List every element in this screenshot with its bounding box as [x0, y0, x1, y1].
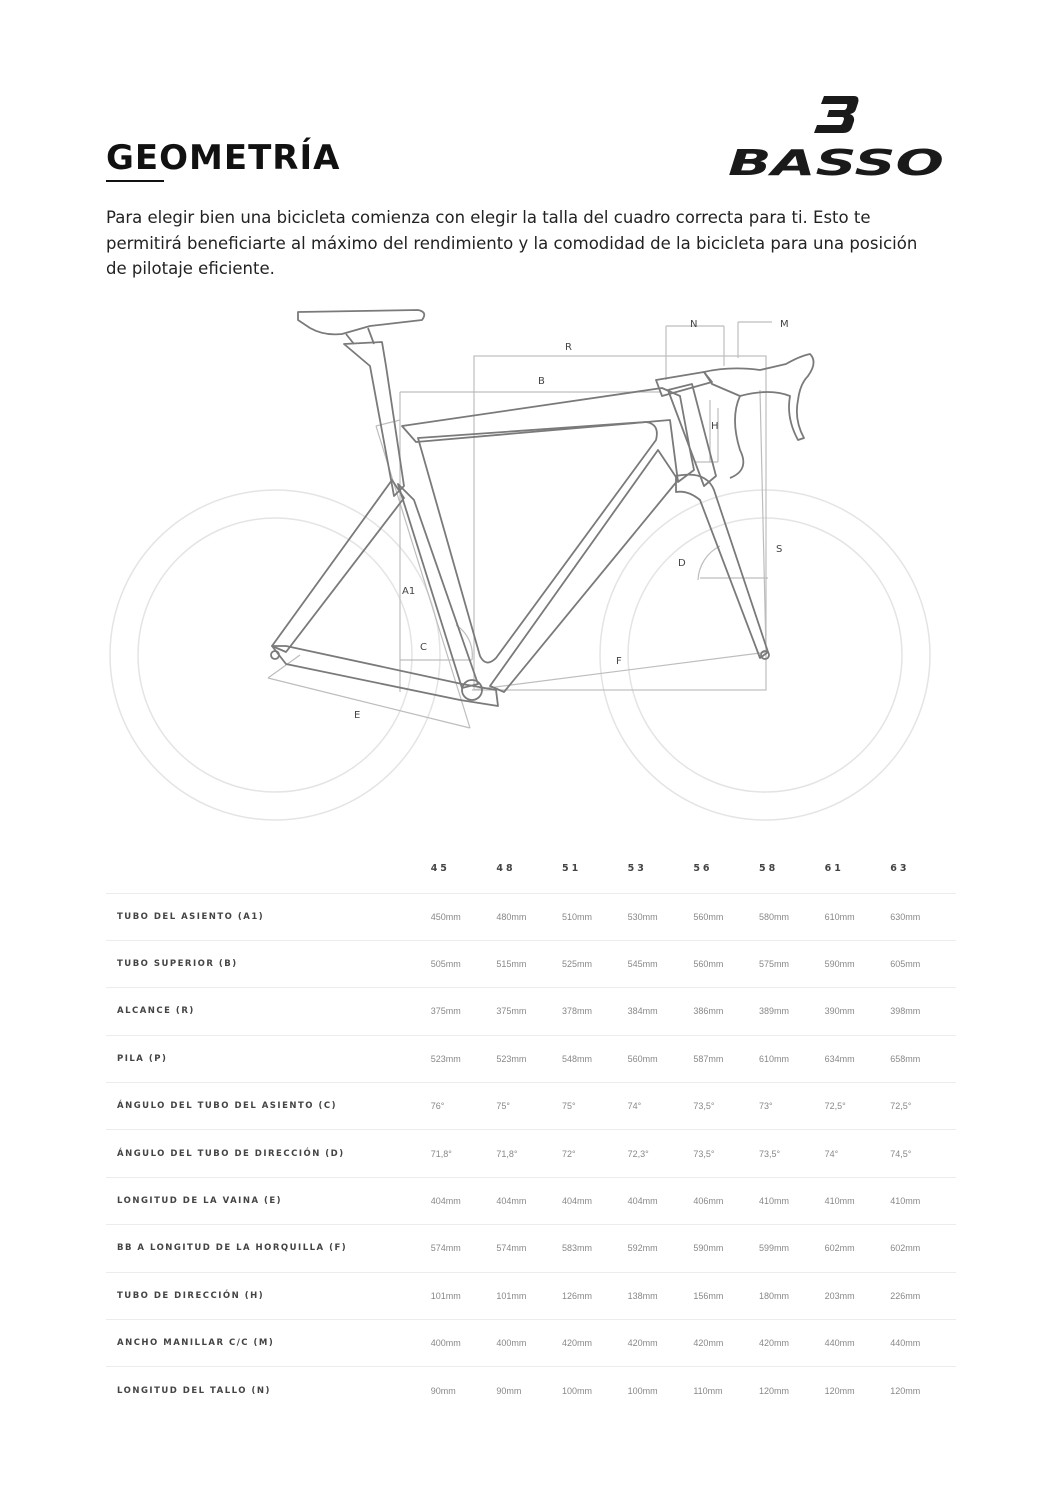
table-cell: 450mm: [431, 893, 497, 940]
table-cell: 386mm: [693, 988, 759, 1035]
table-cell: 226mm: [890, 1272, 956, 1319]
table-cell: 420mm: [759, 1320, 825, 1367]
table-cell: 100mm: [562, 1385, 593, 1396]
row-label: TUBO SUPERIOR (B): [106, 940, 431, 987]
table-cell: 605mm: [890, 940, 956, 987]
table-cell: 525mm: [562, 940, 628, 987]
table-cell: 74,5°: [890, 1130, 956, 1177]
row-label: BB A LONGITUD DE LA HORQUILLA (F): [106, 1225, 431, 1272]
label-d: D: [678, 558, 686, 569]
table-row: [106, 1177, 956, 1224]
table-cell: 404mm: [628, 1177, 694, 1224]
table-cell: 560mm: [693, 893, 759, 940]
table-cell: 101mm: [496, 1272, 562, 1319]
table-header-row: [106, 845, 956, 893]
label-s: S: [776, 544, 783, 555]
size-header: 56: [693, 845, 759, 893]
table-cell: 523mm: [496, 1035, 562, 1082]
table-cell: 574mm: [431, 1225, 497, 1272]
table-cell: 72,3°: [628, 1130, 694, 1177]
table-cell: 400mm: [496, 1320, 562, 1367]
table-cell: 75°: [562, 1083, 628, 1130]
table-cell: 599mm: [759, 1225, 825, 1272]
page-title: GEOMETRÍA: [106, 138, 341, 178]
label-m: M: [780, 319, 789, 330]
table-cell: 72°: [562, 1130, 628, 1177]
table-cell: 71,8°: [431, 1130, 497, 1177]
table-cell: 548mm: [562, 1035, 628, 1082]
table-cell: 515mm: [496, 940, 562, 987]
table-row: [106, 1367, 956, 1414]
table-row: [106, 940, 956, 987]
table-cell: 440mm: [890, 1320, 956, 1367]
table-cell: 73,5°: [693, 1083, 759, 1130]
size-header: 45: [431, 845, 497, 893]
table-row: [106, 893, 956, 940]
size-header: 63: [890, 845, 956, 893]
table-cell: 75°: [496, 1083, 562, 1130]
basso-wordmark: BASSO: [728, 143, 944, 178]
basso-mark-icon: [814, 96, 859, 133]
table-cell: 560mm: [693, 940, 759, 987]
row-label: ÁNGULO DEL TUBO DE DIRECCIÓN (D): [106, 1130, 431, 1177]
table-cell: 138mm: [628, 1272, 694, 1319]
table-row: [106, 1225, 956, 1272]
table-cell: 73,5°: [759, 1130, 825, 1177]
table-cell: 590mm: [825, 940, 891, 987]
table-cell: 420mm: [562, 1320, 628, 1367]
title-underline: [106, 180, 164, 182]
table-cell: 410mm: [759, 1177, 825, 1224]
table-cell: 510mm: [562, 893, 628, 940]
table-cell: 634mm: [825, 1035, 891, 1082]
label-e: E: [354, 710, 361, 721]
table-cell: 574mm: [496, 1225, 562, 1272]
row-label: LONGITUD DEL TALLO (N): [117, 1385, 271, 1396]
table-cell: 120mm: [824, 1385, 855, 1396]
table-cell: 587mm: [693, 1035, 759, 1082]
table-row: [106, 1320, 956, 1367]
row-label: PILA (P): [106, 1035, 431, 1082]
table-cell: 410mm: [825, 1177, 891, 1224]
size-header: 48: [496, 845, 562, 893]
table-cell: 523mm: [431, 1035, 497, 1082]
table-row: [106, 1272, 956, 1319]
table-cell: 120mm: [890, 1385, 921, 1396]
table-cell: 73°: [759, 1083, 825, 1130]
table-cell: 389mm: [759, 988, 825, 1035]
table-cell: 583mm: [562, 1225, 628, 1272]
row-label: ANCHO MANILLAR C/C (M): [106, 1320, 431, 1367]
table-cell: 560mm: [628, 1035, 694, 1082]
size-header: 58: [759, 845, 825, 893]
table-cell: 530mm: [628, 893, 694, 940]
table-cell: 630mm: [890, 893, 956, 940]
table-cell: 180mm: [759, 1272, 825, 1319]
table-cell: 76°: [431, 1083, 497, 1130]
label-n: N: [690, 319, 698, 330]
table-cell: 390mm: [825, 988, 891, 1035]
table-cell: 375mm: [431, 988, 497, 1035]
table-cell: 120mm: [758, 1385, 789, 1396]
table-cell: 658mm: [890, 1035, 956, 1082]
table-cell: 505mm: [431, 940, 497, 987]
table-cell: 404mm: [562, 1177, 628, 1224]
geometry-guides: [268, 322, 772, 728]
table-cell: 590mm: [693, 1225, 759, 1272]
row-label: LONGITUD DE LA VAINA (E): [106, 1177, 431, 1224]
table-cell: 610mm: [825, 893, 891, 940]
bike-frame: [271, 310, 814, 706]
intro-text: Para elegir bien una bicicleta comienza con elegir la talla del cuadro correcta para ti. Esto te permitirá beneficiarte al máximo del rendimiento y la comodidad de la bicicleta para una posición de pilotaje eficiente.: [106, 208, 918, 278]
table-cell: 90mm: [430, 1385, 456, 1396]
table-cell: 400mm: [431, 1320, 497, 1367]
table-cell: 420mm: [628, 1320, 694, 1367]
table-cell: 156mm: [693, 1272, 759, 1319]
table-cell: 74°: [628, 1083, 694, 1130]
label-c: C: [420, 642, 427, 653]
table-row: [106, 1130, 956, 1177]
table-cell: 384mm: [628, 988, 694, 1035]
table-cell: 101mm: [431, 1272, 497, 1319]
size-header: 61: [825, 845, 891, 893]
basso-logo: [726, 94, 950, 178]
table-cell: 74°: [825, 1130, 891, 1177]
row-label: TUBO DE DIRECCIÓN (H): [106, 1272, 431, 1319]
header-blank: [106, 845, 431, 893]
reach-stack-box: [474, 356, 766, 690]
table-cell: 378mm: [562, 988, 628, 1035]
table-cell: 480mm: [496, 893, 562, 940]
table-cell: 398mm: [890, 988, 956, 1035]
label-f: F: [616, 656, 622, 667]
table-cell: 73,5°: [693, 1130, 759, 1177]
geometry-table: [106, 845, 956, 1414]
label-b: B: [538, 376, 545, 387]
table-cell: 592mm: [628, 1225, 694, 1272]
table-cell: 545mm: [628, 940, 694, 987]
table-cell: 602mm: [825, 1225, 891, 1272]
table-cell: 404mm: [496, 1177, 562, 1224]
table-cell: 126mm: [562, 1272, 628, 1319]
table-row: [106, 1035, 956, 1082]
table-cell: 406mm: [693, 1177, 759, 1224]
label-h: H: [711, 421, 719, 432]
table-cell: 410mm: [890, 1177, 956, 1224]
table-cell: 203mm: [825, 1272, 891, 1319]
table-cell: 100mm: [627, 1385, 658, 1396]
rear-wheel: [110, 490, 440, 820]
table-cell: 440mm: [825, 1320, 891, 1367]
size-header: 51: [562, 845, 628, 893]
table-cell: 72,5°: [890, 1083, 956, 1130]
table-row: [106, 1083, 956, 1130]
table-cell: 404mm: [431, 1177, 497, 1224]
table-cell: 375mm: [496, 988, 562, 1035]
size-header: 53: [628, 845, 694, 893]
table-row: [106, 988, 956, 1035]
table-cell: 580mm: [759, 893, 825, 940]
table-cell: 90mm: [496, 1385, 522, 1396]
table-cell: 602mm: [890, 1225, 956, 1272]
row-label: TUBO DEL ASIENTO (A1): [106, 893, 431, 940]
label-a1: A1: [402, 586, 416, 597]
table-cell: 71,8°: [496, 1130, 562, 1177]
table-cell: 610mm: [759, 1035, 825, 1082]
table-cell: 420mm: [693, 1320, 759, 1367]
row-label: ÁNGULO DEL TUBO DEL ASIENTO (C): [106, 1083, 431, 1130]
bike-geometry-diagram: [100, 300, 960, 830]
label-r: R: [565, 342, 572, 353]
table-cell: 575mm: [759, 940, 825, 987]
table-cell: 110mm: [693, 1385, 723, 1396]
table-cell: 72,5°: [825, 1083, 891, 1130]
row-label: ALCANCE (R): [106, 988, 431, 1035]
